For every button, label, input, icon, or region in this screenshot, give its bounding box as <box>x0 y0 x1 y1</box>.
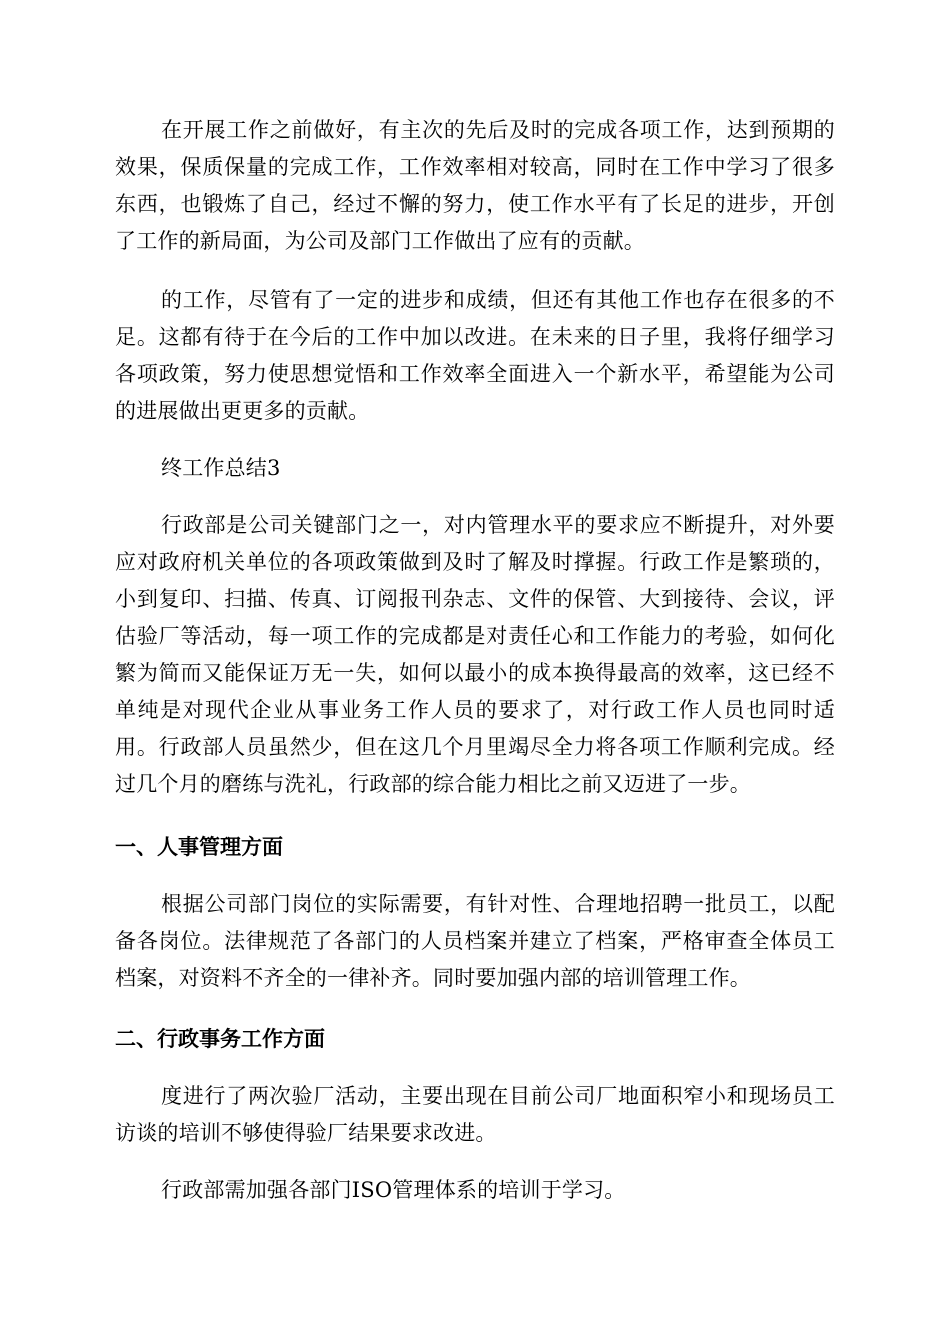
paragraph-personnel: 根据公司部门岗位的实际需要，有针对性、合理地招聘一批员工，以配备各岗位。法律规范了各部门的人员档案并建立了档案，严格审查全体员工档案，对资料不齐全的一律补齐。同时要加强内部的培训管理工作。 <box>115 892 835 990</box>
section-title-summary-3: 终工作总结3 <box>161 456 281 480</box>
paragraph-admin-department: 行政部是公司关键部门之一，对内管理水平的要求应不断提升，对外要应对政府机关单位的各项政策做到及时了解及时撑握。行政工作是繁琐的，小到复印、扫描、传真、订阅报刊杂志、文件的保管、大到接待、会议，评估验厂等活动，每一项工作的完成都是对责任心和工作能力的考验，如何化繁为简而又能保证万无一失，如何以最小的成本换得最高的效率，这已经不单纯是对现代企业从事业务工作人员的要求了，对行政工作人员也同时适用。行政部人员虽然少，但在这几个月里竭尽全力将各项工作顺利完成。经过几个月的磨练与洗礼，行政部的综合能力相比之前又迈进了一步。 <box>115 513 835 796</box>
heading-personnel-management: 一、人事管理方面 <box>115 835 283 859</box>
paragraph-shortcomings: 的工作，尽管有了一定的进步和成绩，但还有其他工作也存在很多的不足。这都有待于在今后的工作中加以改进。在未来的日子里，我将仔细学习各项政策，努力使思想觉悟和工作效率全面进入一个新水平，希望能为公司的进展做出更更多的贡献。 <box>115 288 835 423</box>
paragraph-factory-audit: 度进行了两次验厂活动，主要出现在目前公司厂地面积窄小和现场员工访谈的培训不够使得验厂结果要求改进。 <box>115 1084 835 1145</box>
document-page <box>115 112 835 1209</box>
paragraph-iso-training: 行政部需加强各部门ISO管理体系的培训于学习。 <box>161 1178 626 1202</box>
heading-admin-affairs: 二、行政事务工作方面 <box>115 1027 325 1051</box>
paragraph-work-summary-intro: 在开展工作之前做好，有主次的先后及时的完成各项工作，达到预期的效果，保质保量的完成工作，工作效率相对较高，同时在工作中学习了很多东西，也锻炼了自己，经过不懈的努力，使工作水平有了长足的进步，开创了工作的新局面，为公司及部门工作做出了应有的贡献。 <box>115 118 835 253</box>
